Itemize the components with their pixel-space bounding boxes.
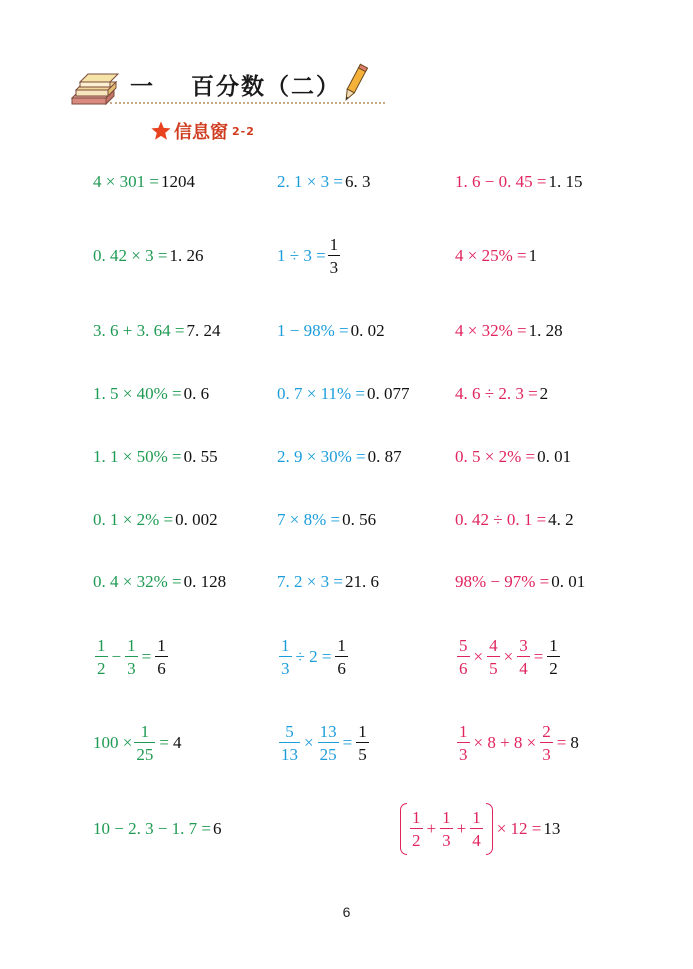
denominator: 3	[328, 255, 341, 276]
denominator: 2	[547, 656, 560, 677]
equals-sign: =	[159, 733, 169, 752]
operator: ×	[503, 647, 514, 666]
answer: 0. 077	[366, 384, 410, 403]
exercise	[93, 154, 195, 210]
exercise	[455, 492, 574, 548]
exercise	[277, 715, 371, 771]
numerator: 5	[459, 636, 468, 655]
answer-fraction	[335, 637, 348, 677]
denominator: 3	[440, 828, 453, 849]
exercise	[455, 303, 563, 359]
expression: 1 − 98% =	[277, 321, 349, 340]
answer: 0. 002	[175, 510, 218, 529]
denominator: 5	[356, 742, 369, 763]
fraction	[517, 637, 530, 677]
fraction	[318, 723, 339, 763]
exercise	[277, 629, 350, 685]
fraction	[279, 637, 292, 677]
chapter-title: 百分数（二）	[191, 74, 341, 100]
answer: 6. 3	[344, 172, 371, 191]
operator: +	[426, 819, 437, 838]
expression: 100 ×	[93, 733, 133, 752]
exercise	[455, 154, 582, 210]
section-label: 信息窗	[174, 122, 228, 143]
denominator: 6	[155, 656, 168, 677]
star-icon	[150, 120, 172, 142]
numerator: 1	[337, 636, 346, 655]
answer-fraction	[547, 637, 560, 677]
answer: 1. 15	[548, 172, 583, 191]
exercise	[93, 429, 218, 485]
unit-number: 一	[130, 74, 155, 100]
expression: 1. 5 × 40% =	[93, 384, 182, 403]
exercise	[455, 554, 585, 610]
denominator: 3	[279, 656, 292, 677]
expression: 0. 42 × 3 =	[93, 246, 168, 265]
parentheses-group	[400, 809, 493, 849]
page-number: 6	[342, 904, 351, 920]
expression: 4 × 32% =	[455, 321, 527, 340]
answer: 0. 02	[350, 321, 385, 340]
operator: × 8 + 8 ×	[473, 733, 537, 752]
equals-sign: =	[533, 647, 544, 666]
exercise	[93, 715, 181, 771]
answer: 0. 128	[183, 572, 227, 591]
expression: 2. 1 × 3 =	[277, 172, 343, 191]
pencil-icon	[342, 62, 368, 104]
fraction	[134, 723, 155, 763]
fraction	[95, 637, 108, 677]
answer-fraction	[155, 637, 168, 677]
numerator: 1	[472, 808, 481, 827]
expression: 0. 7 × 11% =	[277, 384, 365, 403]
numerator: 1	[459, 722, 468, 741]
denominator: 5	[487, 656, 500, 677]
numerator: 1	[442, 808, 451, 827]
expression: 3. 6 + 3. 64 =	[93, 321, 185, 340]
answer: 21. 6	[344, 572, 379, 591]
exercise	[400, 801, 560, 857]
denominator: 25	[134, 742, 155, 763]
exercise	[455, 228, 537, 284]
exercise	[93, 303, 220, 359]
denominator: 4	[517, 656, 530, 677]
operator: ÷ 2 =	[295, 647, 332, 666]
exercise	[277, 554, 379, 610]
expression: 98% − 97% =	[455, 572, 550, 591]
section-heading	[150, 118, 255, 144]
equals-sign: =	[556, 733, 567, 752]
answer: 0. 01	[537, 447, 572, 466]
fraction	[540, 723, 553, 763]
right-paren	[486, 803, 493, 855]
expression: 4. 6 ÷ 2. 3 =	[455, 384, 538, 403]
answer: 1204	[160, 172, 195, 191]
exercise	[277, 228, 342, 284]
expression: 2. 9 × 30% =	[277, 447, 366, 466]
operator: −	[111, 647, 122, 666]
exercise	[93, 492, 218, 548]
fraction	[487, 637, 500, 677]
exercise	[277, 429, 402, 485]
exercise	[277, 492, 376, 548]
numerator: 13	[319, 722, 337, 741]
answer: 0. 87	[367, 447, 402, 466]
page-title	[130, 68, 341, 101]
exercise	[277, 366, 409, 422]
denominator: 2	[410, 828, 423, 849]
answer: 4	[172, 733, 182, 752]
numerator: 1	[281, 636, 290, 655]
answer: 1	[528, 246, 538, 265]
books-icon	[70, 72, 120, 106]
numerator: 1	[549, 636, 558, 655]
numerator: 1	[329, 235, 339, 254]
denominator: 25	[318, 742, 339, 763]
fraction	[410, 809, 423, 849]
denominator: 2	[95, 656, 108, 677]
exercise	[277, 154, 370, 210]
answer-fraction	[356, 723, 369, 763]
expression: 4 × 301 =	[93, 172, 159, 191]
expression: × 12 =	[496, 819, 542, 838]
denominator: 6	[457, 656, 470, 677]
exercise	[455, 366, 548, 422]
numerator: 1	[97, 636, 106, 655]
fraction	[440, 809, 453, 849]
answer: 0. 56	[342, 510, 377, 529]
expression: 1 ÷ 3 =	[277, 246, 326, 265]
numerator: 1	[412, 808, 421, 827]
numerator: 1	[358, 722, 367, 741]
expression: 0. 5 × 2% =	[455, 447, 536, 466]
expression: 0. 4 × 32% =	[93, 572, 182, 591]
answer: 4. 2	[548, 510, 574, 529]
denominator: 4	[470, 828, 483, 849]
operator: ×	[304, 733, 314, 752]
chapter-header	[70, 64, 390, 114]
expression: 4 × 25% =	[455, 246, 527, 265]
answer: 7. 24	[186, 321, 221, 340]
numerator: 3	[519, 636, 528, 655]
equals-sign: =	[342, 733, 353, 752]
expression: 7. 2 × 3 =	[277, 572, 343, 591]
numerator: 1	[140, 722, 150, 741]
numerator: 1	[127, 636, 136, 655]
fraction	[279, 723, 300, 763]
fraction	[125, 637, 138, 677]
left-paren	[400, 803, 407, 855]
denominator: 6	[335, 656, 348, 677]
operator: ×	[473, 647, 484, 666]
exercise	[93, 366, 209, 422]
exercise	[93, 801, 222, 857]
answer: 0. 01	[551, 572, 586, 591]
denominator: 3	[125, 656, 138, 677]
equals-sign: =	[141, 647, 152, 666]
exercise	[93, 228, 203, 284]
fraction	[470, 809, 483, 849]
expression: 0. 1 × 2% =	[93, 510, 174, 529]
answer: 0. 6	[183, 384, 210, 403]
denominator: 3	[540, 742, 553, 763]
exercise	[455, 429, 571, 485]
exercise	[455, 715, 579, 771]
numerator: 5	[285, 722, 294, 741]
answer: 2	[539, 384, 549, 403]
fraction	[457, 723, 470, 763]
answer: 8	[570, 733, 579, 752]
numerator: 1	[157, 636, 166, 655]
expression: 1. 6 − 0. 45 =	[455, 172, 547, 191]
denominator: 3	[457, 742, 470, 763]
operator: +	[456, 819, 467, 838]
section-code: 2-2	[232, 124, 255, 138]
answer: 1. 26	[169, 246, 204, 265]
expression: 1. 1 × 50% =	[93, 447, 182, 466]
answer: 0. 55	[183, 447, 218, 466]
answer-fraction	[328, 236, 341, 276]
expression: 10 − 2. 3 − 1. 7 =	[93, 819, 212, 838]
answer: 1. 28	[528, 321, 563, 340]
answer: 6	[213, 819, 222, 838]
denominator: 13	[279, 742, 300, 763]
fraction	[457, 637, 470, 677]
expression: 0. 42 ÷ 0. 1 =	[455, 510, 547, 529]
exercise	[93, 554, 226, 610]
numerator: 4	[489, 636, 498, 655]
numerator: 2	[542, 722, 551, 741]
expression: 7 × 8% =	[277, 510, 341, 529]
exercise	[93, 629, 170, 685]
exercise	[455, 629, 562, 685]
exercise	[277, 303, 385, 359]
answer: 13	[543, 819, 561, 838]
